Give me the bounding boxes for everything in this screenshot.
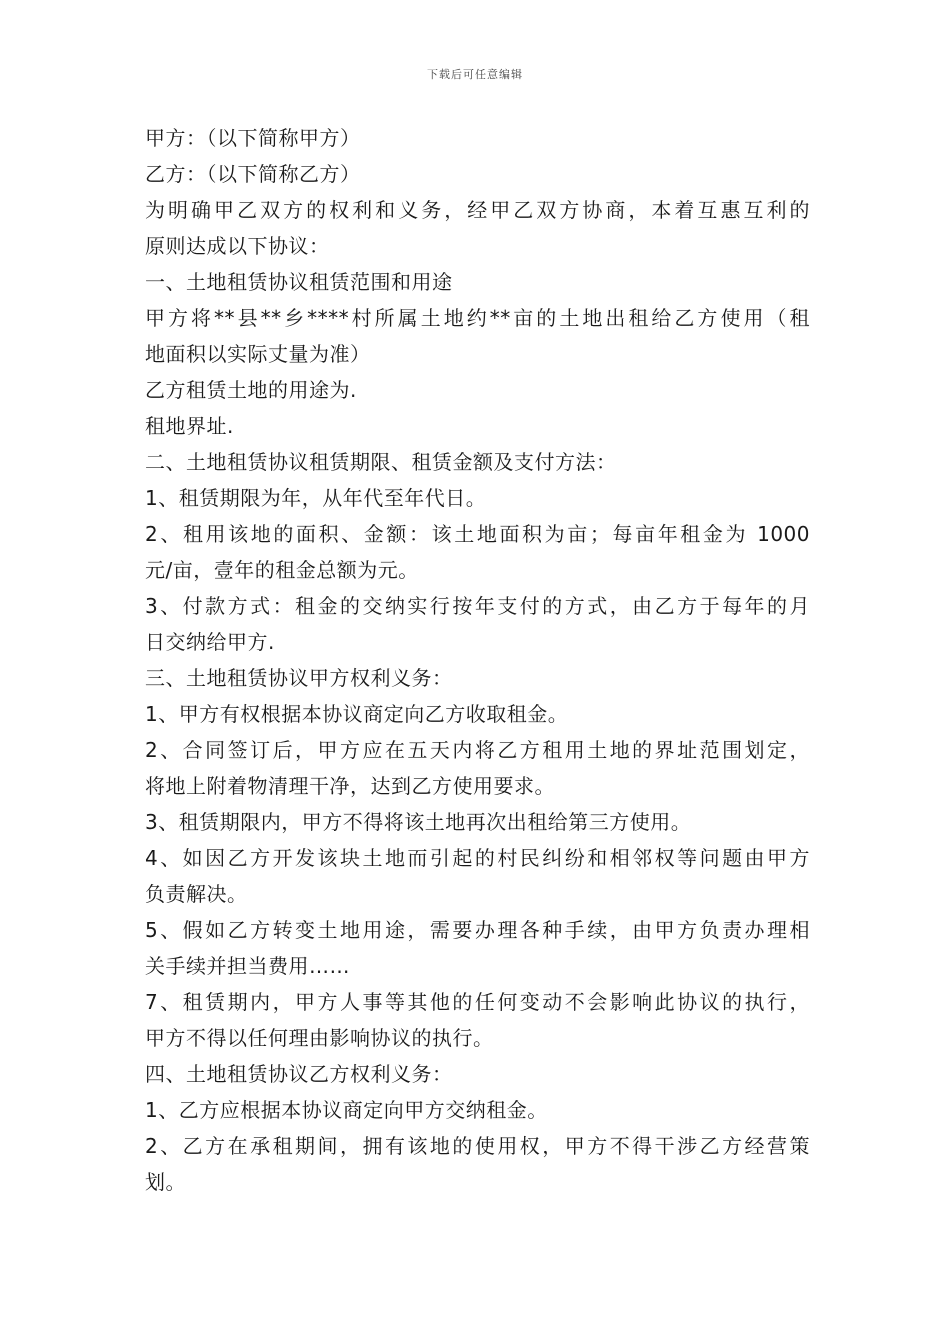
header-note: 下载后可任意编辑 bbox=[427, 68, 523, 81]
text-line: 1、乙方应根据本协议商定向甲方交纳租金。 bbox=[145, 1098, 548, 1122]
text-line: 二、土地租赁协议租赁期限、租赁金额及支付方法： bbox=[145, 450, 617, 474]
text-line: 租地界址. bbox=[145, 414, 234, 438]
text-line: 日交纳给甲方. bbox=[145, 630, 275, 654]
text-line: 地面积以实际丈量为准） bbox=[145, 342, 371, 366]
text-line: 乙方租赁土地的用途为. bbox=[145, 378, 357, 402]
text-line: 2、合同签订后，甲方应在五天内将乙方租用土地的界址范围划定， bbox=[145, 738, 810, 762]
text-line: 1、租赁期限为年，从年代至年代日。 bbox=[145, 486, 487, 510]
text-line: 为明确甲乙双方的权利和义务，经甲乙双方协商，本着互惠互利的 bbox=[145, 198, 810, 222]
text-line: 3、付款方式：租金的交纳实行按年支付的方式，由乙方于每年的月 bbox=[145, 594, 810, 618]
text-line: 7、租赁期内，甲方人事等其他的任何变动不会影响此协议的执行， bbox=[145, 990, 810, 1014]
text-line: 乙方：（以下简称乙方） bbox=[145, 162, 361, 186]
text-line: 甲方：（以下简称甲方） bbox=[145, 126, 361, 150]
text-line: 元/亩，壹年的租金总额为元。 bbox=[145, 558, 419, 582]
text-line: 2、租用该地的面积、金额：该土地面积为亩；每亩年租金为 1000 bbox=[145, 522, 810, 546]
text-line: 甲方不得以任何理由影响协议的执行。 bbox=[145, 1026, 494, 1050]
text-line: 四、土地租赁协议乙方权利义务： bbox=[145, 1062, 453, 1086]
text-line: 甲方将**县**乡****村所属土地约**亩的土地出租给乙方使用（租 bbox=[145, 306, 810, 330]
text-line: 将地上附着物清理干净，达到乙方使用要求。 bbox=[145, 774, 555, 798]
text-line: 3、租赁期限内，甲方不得将该土地再次出租给第三方使用。 bbox=[145, 810, 692, 834]
text-line: 4、如因乙方开发该块土地而引起的村民纠纷和相邻权等问题由甲方 bbox=[145, 846, 810, 870]
text-line: 5、假如乙方转变土地用途，需要办理各种手续，由甲方负责办理相 bbox=[145, 918, 810, 942]
text-line: 2、乙方在承租期间，拥有该地的使用权，甲方不得干涉乙方经营策 bbox=[145, 1134, 810, 1158]
text-line: 关手续并担当费用…… bbox=[145, 954, 350, 978]
text-line: 三、土地租赁协议甲方权利义务： bbox=[145, 666, 453, 690]
agreement-body bbox=[145, 120, 810, 1200]
text-line: 原则达成以下协议： bbox=[145, 234, 330, 258]
text-line: 负责解决。 bbox=[145, 882, 248, 906]
text-line: 一、土地租赁协议租赁范围和用途 bbox=[145, 270, 453, 294]
text-line: 1、甲方有权根据本协议商定向乙方收取租金。 bbox=[145, 702, 569, 726]
text-line: 划。 bbox=[145, 1170, 186, 1194]
